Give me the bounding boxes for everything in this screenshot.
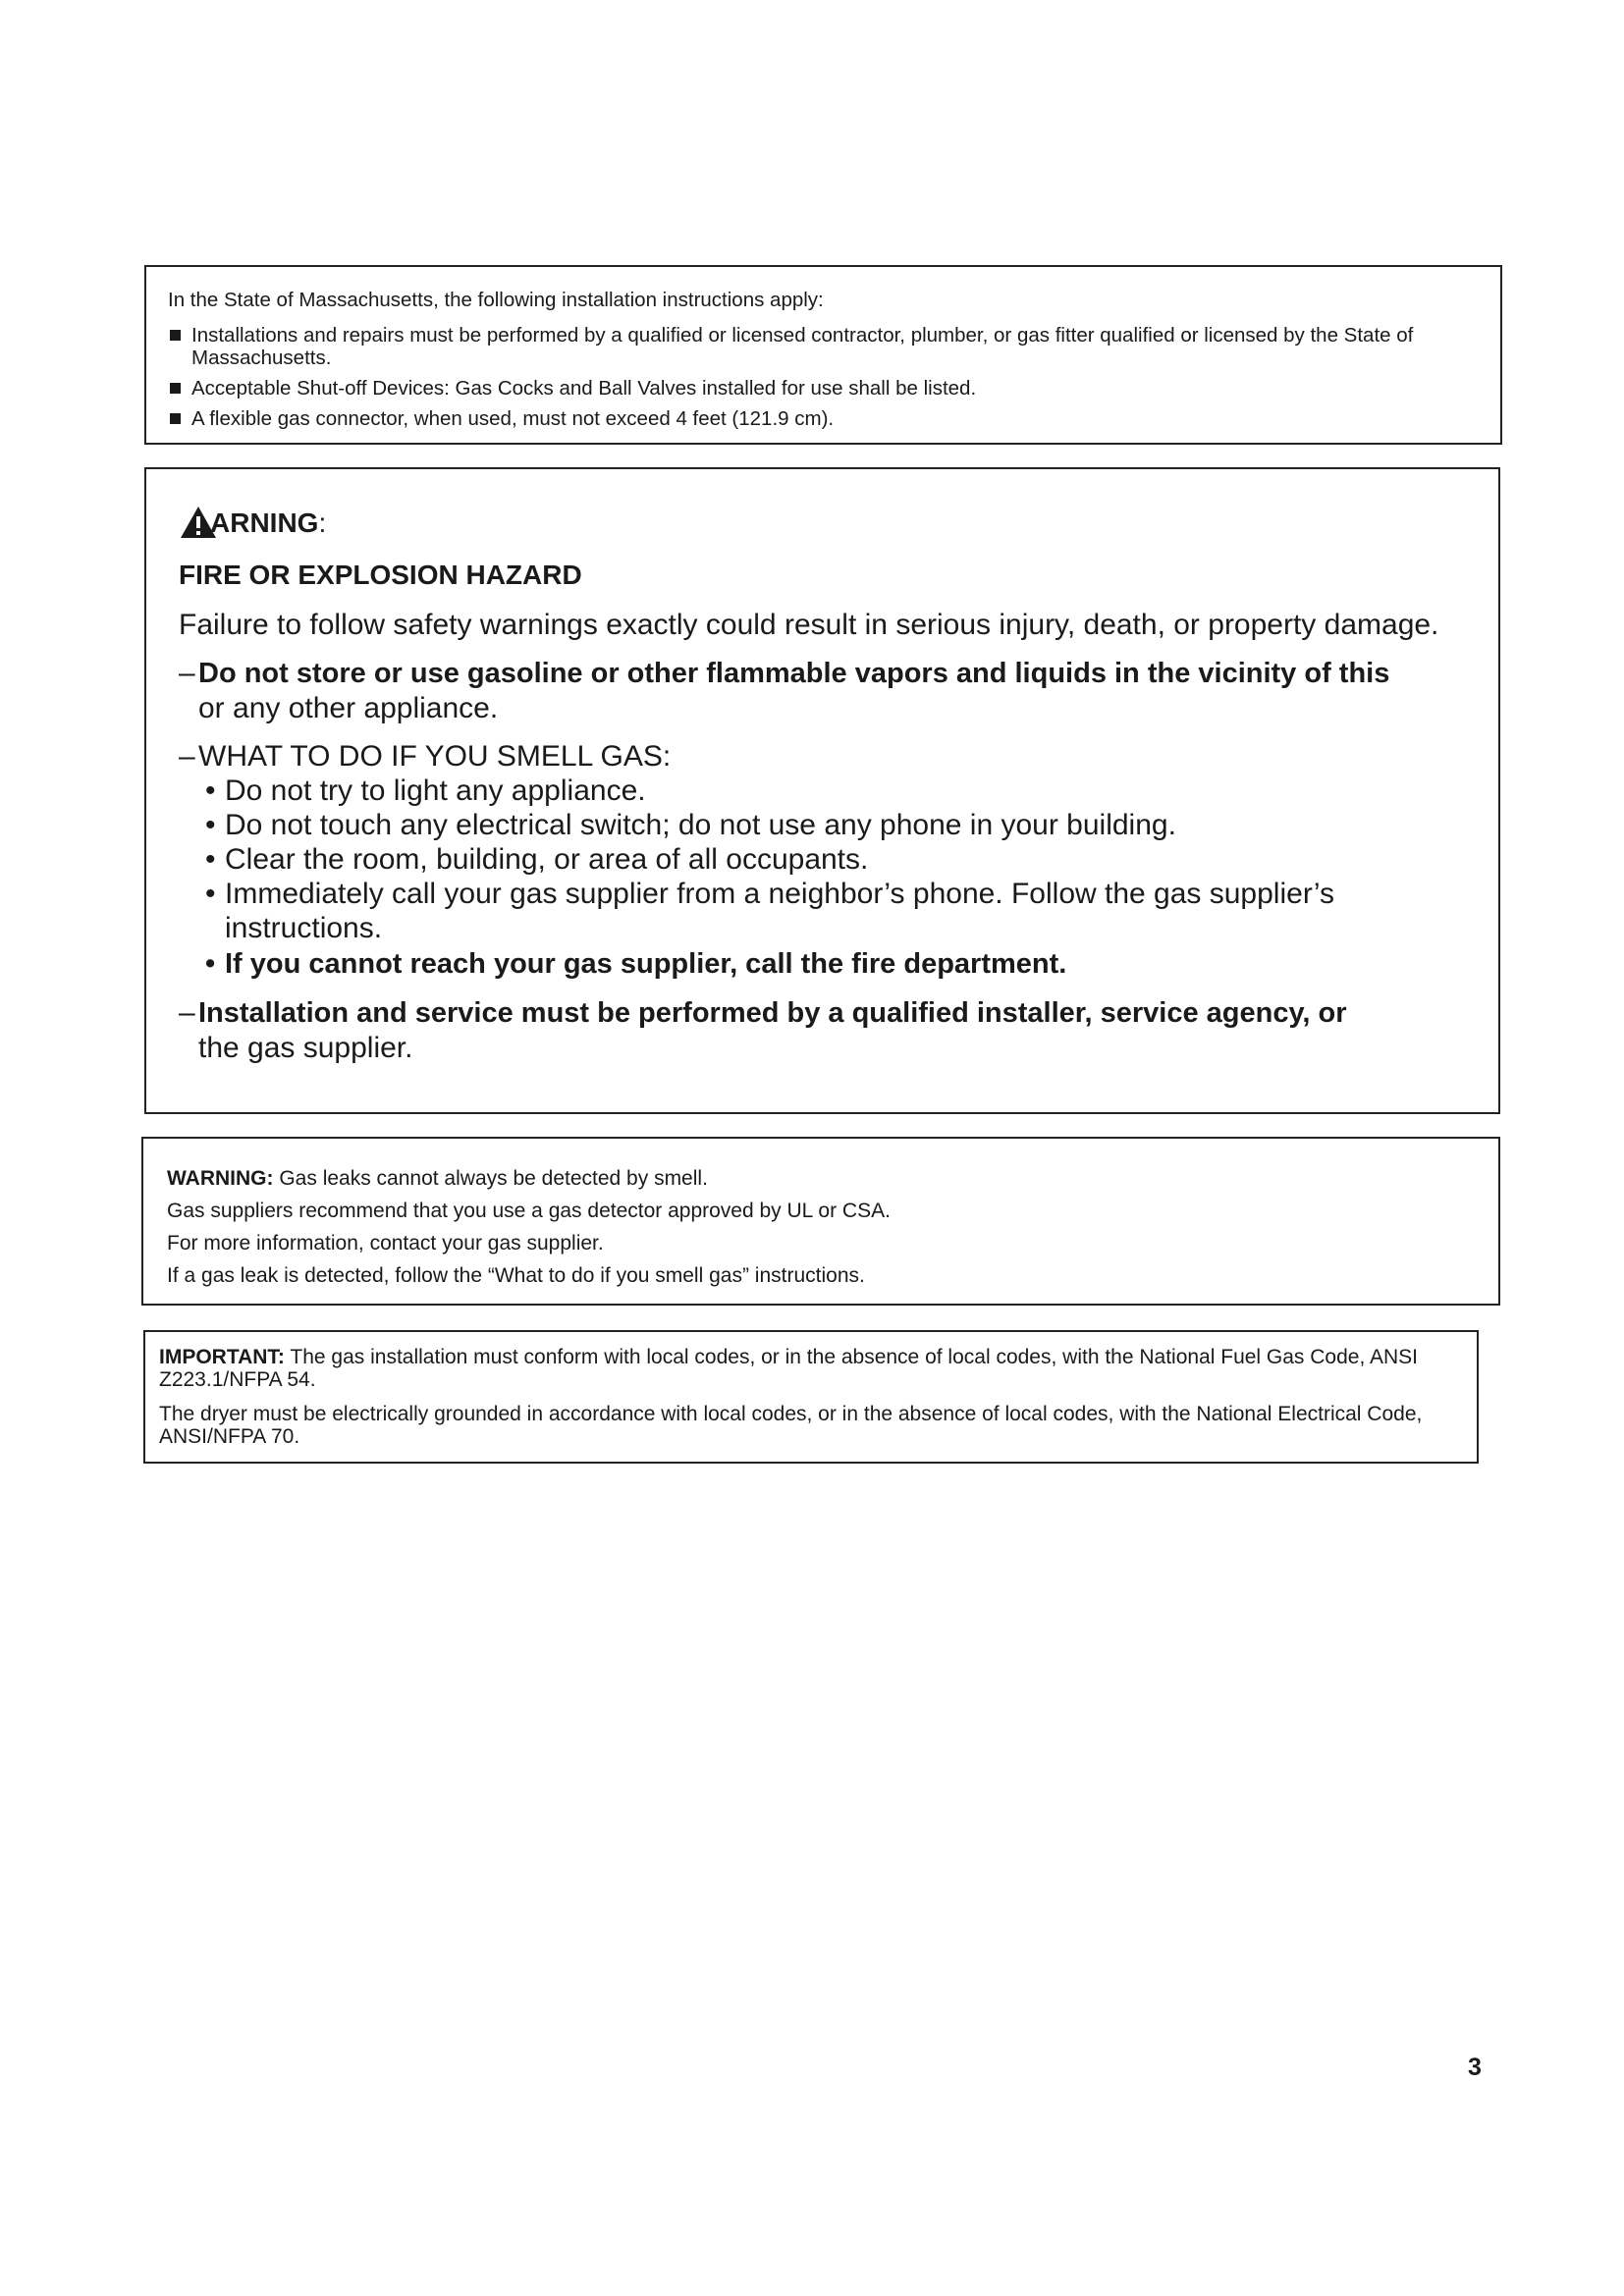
leak-line: For more information, contact your gas supplier. [167, 1232, 604, 1255]
important-notice-box [143, 1330, 1479, 1464]
warning-item: – Do not store or use gasoline or other flammable vapors and liquids in the vicinity of this or any other appliance. [179, 657, 1390, 724]
list-item: Installations and repairs must be performed by a qualified or licensed contractor, plumber, or gas fitter qualified or licensed by the State of Massachusetts. [168, 324, 1477, 369]
list-item: • Do not try to light any appliance. [205, 774, 646, 807]
important-paragraph: The dryer must be electrically grounded in accordance with local codes, or in the absence of local codes, with the National Electrical Code, ANSI/NFPA 70. [159, 1403, 1423, 1448]
list-item: • If you cannot reach your gas supplier, call the fire department. [205, 948, 1067, 980]
square-bullet-icon [170, 383, 181, 394]
leak-line: Gas suppliers recommend that you use a gas detector approved by UL or CSA. [167, 1200, 891, 1222]
gas-leak-warning-box [141, 1137, 1500, 1306]
fire-hazard-warning-box [144, 467, 1500, 1114]
warning-intro: Failure to follow safety warnings exactly could result in serious injury, death, or property damage. [179, 609, 1439, 641]
hazard-title: FIRE OR EXPLOSION HAZARD [179, 560, 582, 590]
warning-title: ARNING [210, 507, 319, 538]
massachusetts-list [168, 324, 1477, 430]
smell-gas-heading: WHAT TO DO IF YOU SMELL GAS: [198, 740, 672, 773]
important-paragraph: IMPORTANT: The gas installation must conform with local codes, or in the absence of local codes, with the National Fuel Gas Code, ANSI Z223.1/NFPA 54. [159, 1346, 1418, 1391]
square-bullet-icon [170, 413, 181, 424]
square-bullet-icon [170, 330, 181, 341]
warning-label: WARNING: [167, 1167, 274, 1190]
list-item: • Do not touch any electrical switch; do not use any phone in your building. [205, 809, 1176, 841]
massachusetts-intro: In the State of Massachusetts, the following installation instructions apply: [168, 289, 824, 311]
leak-line: WARNING: Gas leaks cannot always be detected by smell. [167, 1167, 708, 1190]
warning-heading: ARNING : [179, 495, 1459, 540]
smell-gas-list [179, 774, 1459, 982]
warning-item: – WHAT TO DO IF YOU SMELL GAS: [179, 740, 672, 773]
massachusetts-notice-box [144, 265, 1502, 445]
list-item: Acceptable Shut-off Devices: Gas Cocks and Ball Valves installed for use shall be listed. [168, 377, 1477, 400]
list-item: A flexible gas connector, when used, must not exceed 4 feet (121.9 cm). [168, 407, 1477, 430]
list-item: • Immediately call your gas supplier from a neighbor’s phone. Follow the gas supplier’s instructions. [205, 878, 1335, 944]
leak-line: If a gas leak is detected, follow the “What to do if you smell gas” instructions. [167, 1264, 865, 1287]
list-item: • Clear the room, building, or area of all occupants. [205, 843, 869, 876]
warning-item: – Installation and service must be performed by a qualified installer, service agency, or the gas supplier. [179, 996, 1347, 1064]
page-number: 3 [1468, 2054, 1482, 2081]
important-label: IMPORTANT: [159, 1346, 285, 1368]
